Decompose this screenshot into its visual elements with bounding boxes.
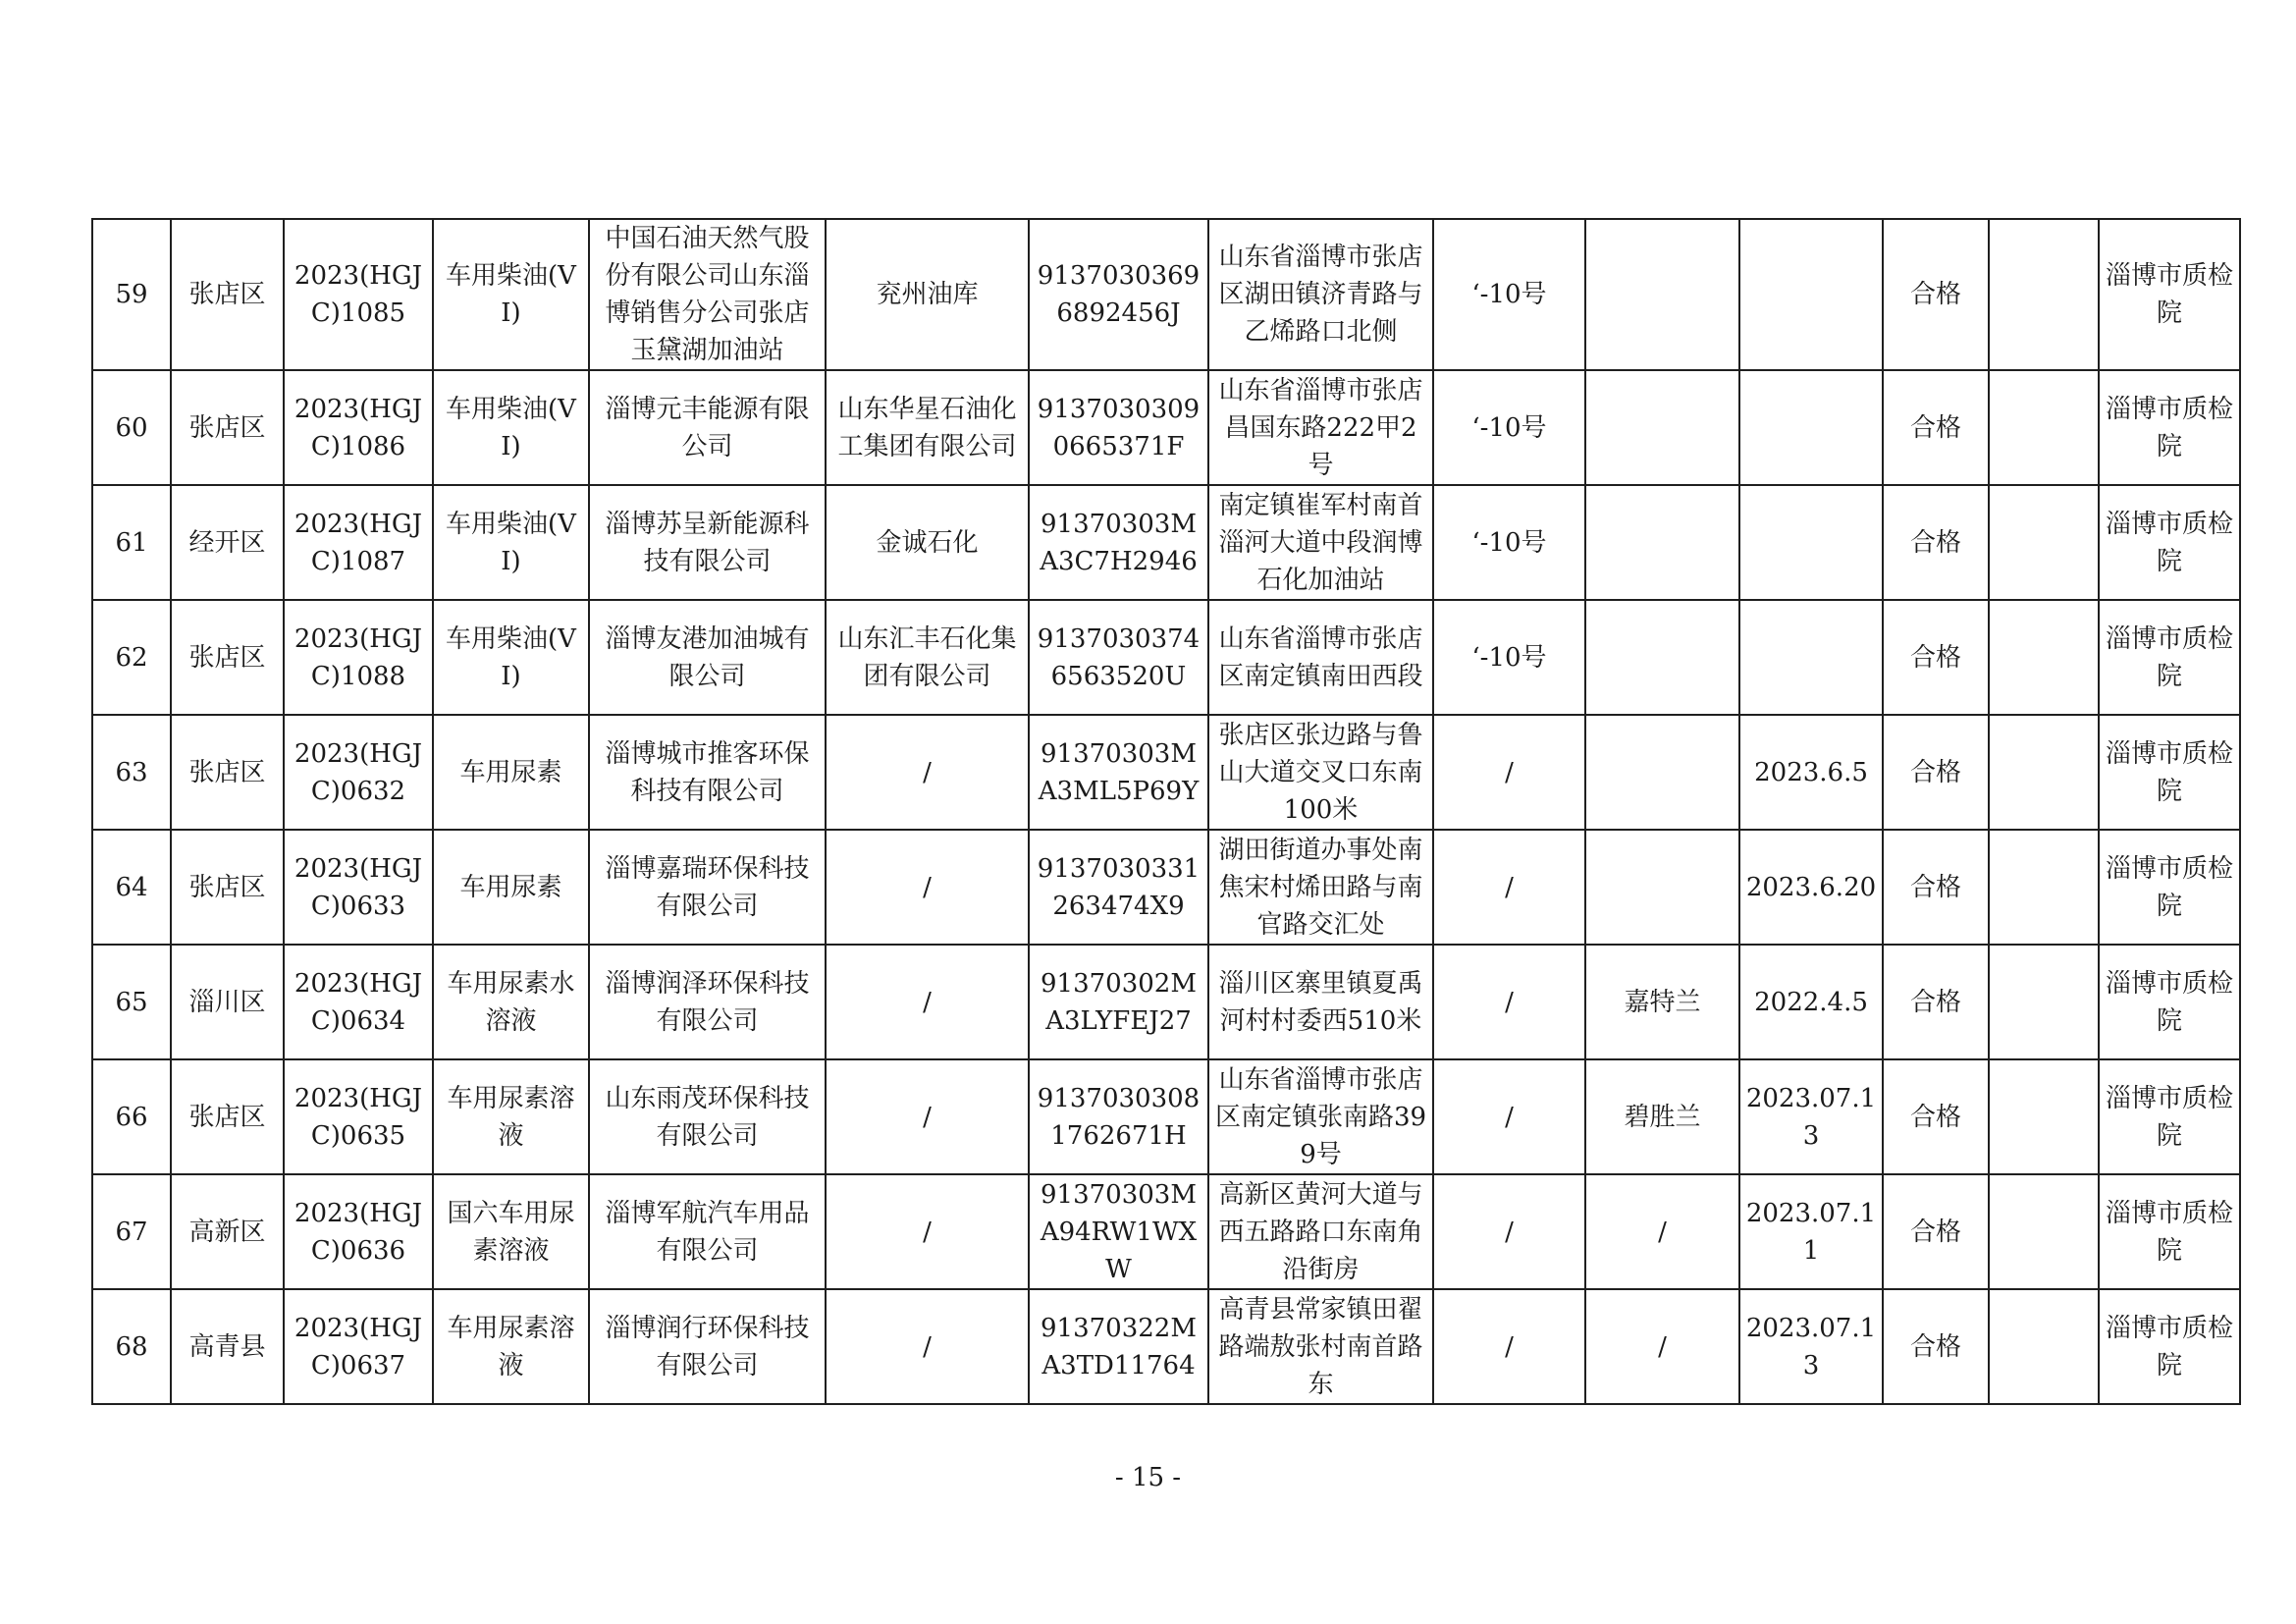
- remark-cell: [1989, 830, 2099, 945]
- row-number: 63: [92, 715, 171, 830]
- sample-code-cell: 2023(HGJC)1087: [284, 485, 433, 600]
- results-table: [91, 218, 2241, 1405]
- testing-agency-cell: 淄博市质检院: [2099, 1289, 2240, 1404]
- testing-agency-cell: 淄博市质检院: [2099, 830, 2240, 945]
- product-name-cell: 车用柴油(VI): [433, 600, 589, 715]
- credit-code-cell: 91370302MA3LYFEJ27: [1029, 945, 1208, 1059]
- production-date-cell: 2023.6.5: [1739, 715, 1883, 830]
- specification-cell: ‘-10号: [1433, 370, 1585, 485]
- brand-cell: [1585, 485, 1739, 600]
- credit-code-cell: 9137030331263474X9: [1029, 830, 1208, 945]
- company-name-cell: 淄博元丰能源有限公司: [589, 370, 826, 485]
- company-name-cell: 淄博军航汽车用品有限公司: [589, 1174, 826, 1289]
- district-cell: 淄川区: [171, 945, 284, 1059]
- remark-cell: [1989, 600, 2099, 715]
- brand-cell: 碧胜兰: [1585, 1059, 1739, 1174]
- specification-cell: /: [1433, 945, 1585, 1059]
- table-row: [92, 945, 2240, 1059]
- company-name-cell: 淄博润泽环保科技有限公司: [589, 945, 826, 1059]
- address-cell: 张店区张边路与鲁山大道交叉口东南100米: [1208, 715, 1433, 830]
- product-name-cell: 车用柴油(VI): [433, 485, 589, 600]
- result-cell: 合格: [1883, 600, 1989, 715]
- specification-cell: ‘-10号: [1433, 600, 1585, 715]
- brand-cell: /: [1585, 1289, 1739, 1404]
- district-cell: 张店区: [171, 370, 284, 485]
- address-cell: 南定镇崔军村南首淄河大道中段润博石化加油站: [1208, 485, 1433, 600]
- specification-cell: /: [1433, 715, 1585, 830]
- table-row: [92, 600, 2240, 715]
- table-body: [92, 219, 2240, 1404]
- sample-code-cell: 2023(HGJC)0635: [284, 1059, 433, 1174]
- address-cell: 高新区黄河大道与西五路路口东南角沿街房: [1208, 1174, 1433, 1289]
- brand-cell: [1585, 219, 1739, 370]
- remark-cell: [1989, 1174, 2099, 1289]
- district-cell: 张店区: [171, 830, 284, 945]
- sample-code-cell: 2023(HGJC)0634: [284, 945, 433, 1059]
- remark-cell: [1989, 715, 2099, 830]
- address-cell: 山东省淄博市张店区南定镇南田西段: [1208, 600, 1433, 715]
- specification-cell: ‘-10号: [1433, 219, 1585, 370]
- product-name-cell: 车用柴油(VI): [433, 370, 589, 485]
- row-number: 68: [92, 1289, 171, 1404]
- production-date-cell: 2023.07.13: [1739, 1059, 1883, 1174]
- sample-code-cell: 2023(HGJC)0632: [284, 715, 433, 830]
- specification-cell: /: [1433, 1174, 1585, 1289]
- product-name-cell: 车用尿素水溶液: [433, 945, 589, 1059]
- row-number: 67: [92, 1174, 171, 1289]
- testing-agency-cell: 淄博市质检院: [2099, 1174, 2240, 1289]
- address-cell: 山东省淄博市张店区湖田镇济青路与乙烯路口北侧: [1208, 219, 1433, 370]
- result-cell: 合格: [1883, 945, 1989, 1059]
- brand-cell: /: [1585, 1174, 1739, 1289]
- supplier-cell: /: [826, 945, 1029, 1059]
- row-number: 65: [92, 945, 171, 1059]
- testing-agency-cell: 淄博市质检院: [2099, 715, 2240, 830]
- remark-cell: [1989, 370, 2099, 485]
- testing-agency-cell: 淄博市质检院: [2099, 945, 2240, 1059]
- district-cell: 张店区: [171, 1059, 284, 1174]
- brand-cell: 嘉特兰: [1585, 945, 1739, 1059]
- testing-agency-cell: 淄博市质检院: [2099, 370, 2240, 485]
- remark-cell: [1989, 485, 2099, 600]
- production-date-cell: 2023.07.13: [1739, 1289, 1883, 1404]
- production-date-cell: [1739, 370, 1883, 485]
- brand-cell: [1585, 370, 1739, 485]
- address-cell: 山东省淄博市张店昌国东路222甲2号: [1208, 370, 1433, 485]
- table-row: [92, 1174, 2240, 1289]
- table-row: [92, 485, 2240, 600]
- district-cell: 张店区: [171, 600, 284, 715]
- credit-code-cell: 91370303746563520U: [1029, 600, 1208, 715]
- row-number: 66: [92, 1059, 171, 1174]
- company-name-cell: 淄博润行环保科技有限公司: [589, 1289, 826, 1404]
- district-cell: 高青县: [171, 1289, 284, 1404]
- product-name-cell: 车用尿素: [433, 830, 589, 945]
- sample-code-cell: 2023(HGJC)1088: [284, 600, 433, 715]
- credit-code-cell: 91370303MA3ML5P69Y: [1029, 715, 1208, 830]
- company-name-cell: 淄博嘉瑞环保科技有限公司: [589, 830, 826, 945]
- specification-cell: /: [1433, 1059, 1585, 1174]
- result-cell: 合格: [1883, 830, 1989, 945]
- result-cell: 合格: [1883, 1059, 1989, 1174]
- supplier-cell: /: [826, 715, 1029, 830]
- district-cell: 高新区: [171, 1174, 284, 1289]
- result-cell: 合格: [1883, 1174, 1989, 1289]
- remark-cell: [1989, 1059, 2099, 1174]
- testing-agency-cell: 淄博市质检院: [2099, 600, 2240, 715]
- sample-code-cell: 2023(HGJC)0637: [284, 1289, 433, 1404]
- company-name-cell: 中国石油天然气股份有限公司山东淄博销售分公司张店玉黛湖加油站: [589, 219, 826, 370]
- credit-code-cell: 91370303MA94RW1WXW: [1029, 1174, 1208, 1289]
- supplier-cell: 山东华星石油化工集团有限公司: [826, 370, 1029, 485]
- supplier-cell: 山东汇丰石化集团有限公司: [826, 600, 1029, 715]
- credit-code-cell: 91370303090665371F: [1029, 370, 1208, 485]
- district-cell: 张店区: [171, 219, 284, 370]
- testing-agency-cell: 淄博市质检院: [2099, 485, 2240, 600]
- product-name-cell: 车用尿素溶液: [433, 1289, 589, 1404]
- district-cell: 经开区: [171, 485, 284, 600]
- sample-code-cell: 2023(HGJC)1085: [284, 219, 433, 370]
- specification-cell: ‘-10号: [1433, 485, 1585, 600]
- product-name-cell: 车用尿素溶液: [433, 1059, 589, 1174]
- supplier-cell: 兖州油库: [826, 219, 1029, 370]
- specification-cell: /: [1433, 1289, 1585, 1404]
- brand-cell: [1585, 830, 1739, 945]
- production-date-cell: 2023.6.20: [1739, 830, 1883, 945]
- production-date-cell: 2023.07.11: [1739, 1174, 1883, 1289]
- table-row: [92, 1059, 2240, 1174]
- product-name-cell: 国六车用尿素溶液: [433, 1174, 589, 1289]
- production-date-cell: [1739, 600, 1883, 715]
- table-row: [92, 1289, 2240, 1404]
- sample-code-cell: 2023(HGJC)0636: [284, 1174, 433, 1289]
- credit-code-cell: 91370322MA3TD11764: [1029, 1289, 1208, 1404]
- company-name-cell: 淄博城市推客环保科技有限公司: [589, 715, 826, 830]
- production-date-cell: [1739, 219, 1883, 370]
- sample-code-cell: 2023(HGJC)0633: [284, 830, 433, 945]
- testing-agency-cell: 淄博市质检院: [2099, 1059, 2240, 1174]
- result-cell: 合格: [1883, 485, 1989, 600]
- sample-code-cell: 2023(HGJC)1086: [284, 370, 433, 485]
- testing-agency-cell: 淄博市质检院: [2099, 219, 2240, 370]
- table-row: [92, 219, 2240, 370]
- page-number: - 15 -: [1114, 1463, 1182, 1492]
- address-cell: 山东省淄博市张店区南定镇张南路399号: [1208, 1059, 1433, 1174]
- brand-cell: [1585, 600, 1739, 715]
- company-name-cell: 淄博苏呈新能源科技有限公司: [589, 485, 826, 600]
- supplier-cell: 金诚石化: [826, 485, 1029, 600]
- remark-cell: [1989, 1289, 2099, 1404]
- product-name-cell: 车用柴油(VI): [433, 219, 589, 370]
- supplier-cell: /: [826, 1174, 1029, 1289]
- supplier-cell: /: [826, 1059, 1029, 1174]
- row-number: 61: [92, 485, 171, 600]
- row-number: 64: [92, 830, 171, 945]
- production-date-cell: 2022.4.5: [1739, 945, 1883, 1059]
- result-cell: 合格: [1883, 219, 1989, 370]
- table-row: [92, 830, 2240, 945]
- specification-cell: /: [1433, 830, 1585, 945]
- production-date-cell: [1739, 485, 1883, 600]
- company-name-cell: 淄博友港加油城有限公司: [589, 600, 826, 715]
- remark-cell: [1989, 219, 2099, 370]
- supplier-cell: /: [826, 830, 1029, 945]
- row-number: 60: [92, 370, 171, 485]
- company-name-cell: 山东雨茂环保科技有限公司: [589, 1059, 826, 1174]
- result-cell: 合格: [1883, 370, 1989, 485]
- brand-cell: [1585, 715, 1739, 830]
- address-cell: 淄川区寨里镇夏禹河村村委西510米: [1208, 945, 1433, 1059]
- table-row: [92, 715, 2240, 830]
- result-cell: 合格: [1883, 715, 1989, 830]
- product-name-cell: 车用尿素: [433, 715, 589, 830]
- credit-code-cell: 91370303696892456J: [1029, 219, 1208, 370]
- supplier-cell: /: [826, 1289, 1029, 1404]
- result-cell: 合格: [1883, 1289, 1989, 1404]
- district-cell: 张店区: [171, 715, 284, 830]
- address-cell: 高青县常家镇田翟路端敖张村南首路东: [1208, 1289, 1433, 1404]
- credit-code-cell: 91370303081762671H: [1029, 1059, 1208, 1174]
- remark-cell: [1989, 945, 2099, 1059]
- row-number: 62: [92, 600, 171, 715]
- table-row: [92, 370, 2240, 485]
- row-number: 59: [92, 219, 171, 370]
- credit-code-cell: 91370303MA3C7H2946: [1029, 485, 1208, 600]
- address-cell: 湖田街道办事处南焦宋村烯田路与南官路交汇处: [1208, 830, 1433, 945]
